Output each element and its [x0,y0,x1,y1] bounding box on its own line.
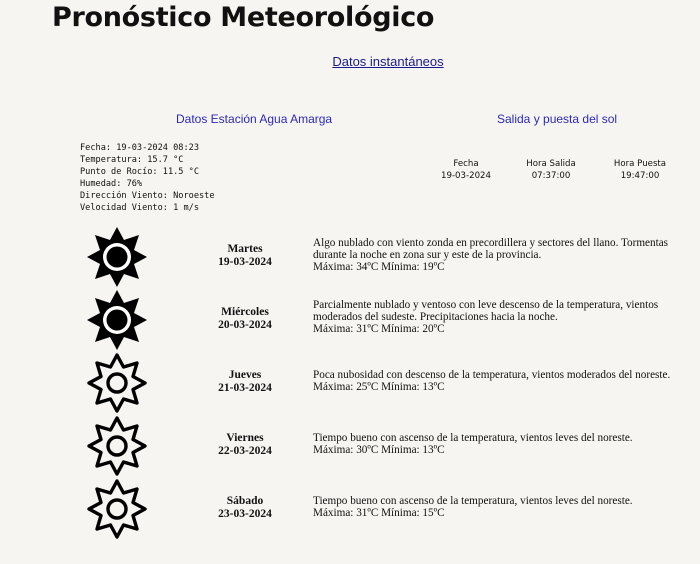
instant-data-link[interactable]: Datos instantáneos [332,54,444,69]
forecast-day-date: 21-03-2024 [218,382,272,394]
forecast-day-date: 22-03-2024 [218,445,272,457]
sun-date-col [441,158,491,182]
forecast-day-name: Viernes [226,432,264,444]
forecast-day [190,306,300,332]
forecast-row [0,350,700,412]
sun-outline-icon [86,415,148,477]
sun-filled-icon [86,226,148,288]
station-temperature: Temperatura: 15.7 °C [80,155,184,165]
forecast-temps: Máxima: 31ºC Mínima: 15ºC [313,507,445,519]
sunrise-header: Hora Salida [526,159,576,169]
sun-title: Salida y puesta del sol [497,112,618,126]
forecast-day-date: 23-03-2024 [218,508,272,520]
forecast-text: Tiempo bueno con ascenso de la temperatura, vientos leves del noreste. [313,495,633,507]
forecast-day-date: 20-03-2024 [218,319,272,331]
forecast-description [313,432,693,456]
forecast-row [0,413,700,475]
forecast-text: Tiempo bueno con ascenso de la temperatura, vientos leves del noreste. [313,432,633,444]
sun-set-col [614,158,666,182]
forecast-day [190,369,300,395]
station-title: Datos Estación Agua Amarga [176,112,333,126]
station-wind-direction: Dirección Viento: Noroeste [80,191,215,201]
sun-outline-icon [86,352,148,414]
sunrise-value: 07:37:00 [531,171,571,181]
station-humidity: Humedad: 76% [80,179,143,189]
forecast-day-name: Miércoles [221,306,269,318]
forecast-day-name: Sábado [226,495,264,507]
forecast-description [313,495,693,519]
forecast-temps: Máxima: 34ºC Mínima: 19ºC [313,261,445,273]
forecast-row [0,224,700,286]
sunset-value: 19:47:00 [620,171,660,181]
forecast-row [0,476,700,538]
forecast-day-date: 19-03-2024 [218,256,272,268]
forecast-description [313,299,693,335]
forecast-day [190,243,300,269]
forecast-text: Poca nubosidad con descenso de la temperatura, vientos moderados del noreste. [313,369,671,381]
forecast-row [0,287,700,349]
sunset-header: Hora Puesta [613,159,667,169]
station-date: Fecha: 19-03-2024 08:23 [80,143,199,153]
station-wind-speed: Velocidad Viento: 1 m/s [80,203,199,213]
sun-date-header: Fecha [453,159,479,169]
sun-filled-icon [86,289,148,351]
forecast-day-name: Martes [227,243,263,255]
forecast-temps: Máxima: 30ºC Mínima: 13ºC [313,444,445,456]
forecast-description [313,237,693,273]
sun-outline-icon [86,478,148,540]
forecast-text: Parcialmente nublado y ventoso con leve descenso de la temperatura, vientos moderados del sudeste. Precipitaciones hacia la noche. [313,299,659,323]
forecast-temps: Máxima: 25ºC Mínima: 13ºC [313,381,445,393]
forecast-day-name: Jueves [228,369,262,381]
forecast-text: Algo nublado con viento zonda en precordillera y sectores del llano. Tormentas durante la noche en zona sur y este de la provincia. [313,237,669,261]
sun-rise-col [526,158,575,182]
station-dew-point: Punto de Rocío: 11.5 °C [80,167,199,177]
page-title: Pronóstico Meteorológico [52,2,435,33]
forecast-temps: Máxima: 31ºC Mínima: 20ºC [313,323,445,335]
forecast-day [190,432,300,458]
forecast-description [313,369,693,393]
station-data [80,142,215,214]
sun-date-value: 19-03-2024 [441,171,491,181]
forecast-day [190,495,300,521]
